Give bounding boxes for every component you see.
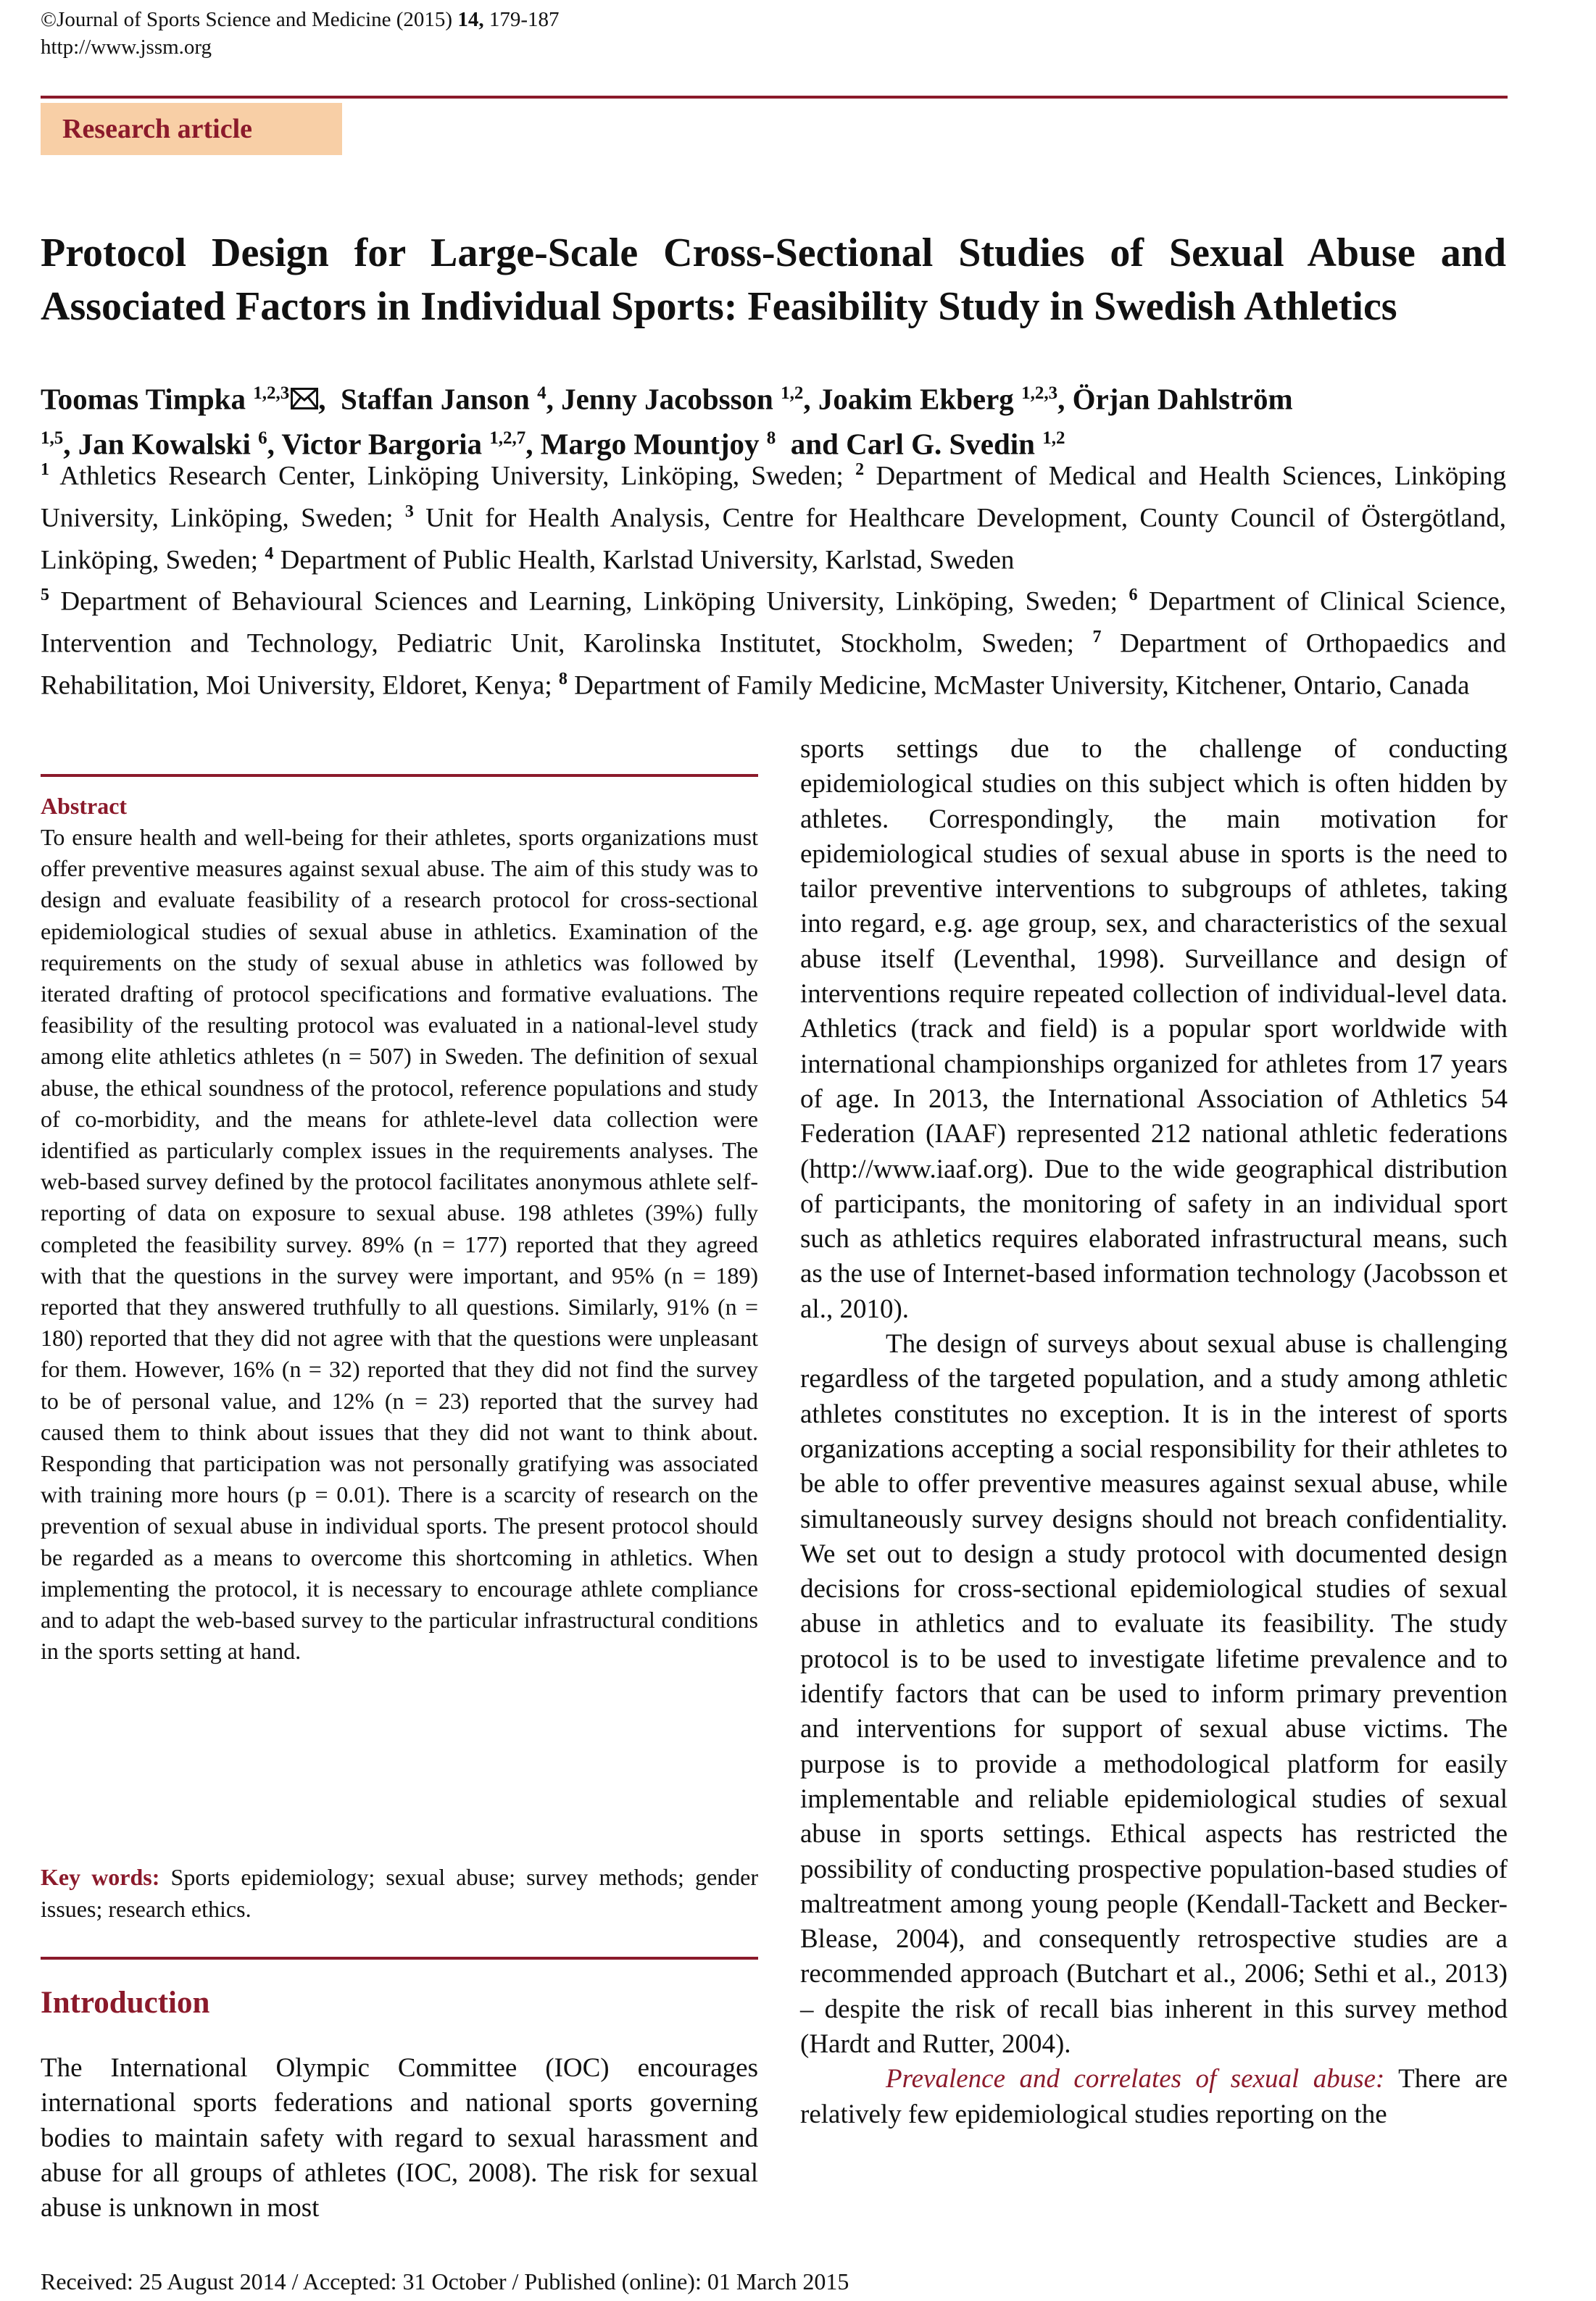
publication-dates: Received: 25 August 2014 / Accepted: 31 October / Published (online): 01 March 2015 <box>41 2268 849 2294</box>
abstract-text: To ensure health and well-being for their athletes, sports organizations must offer preventive measures against sexual abuse. The aim of this study was to design and evaluate feasibility of a research protocol for cross-sectional epidemiological studies of sexual abuse in athletics. Examination of the requirements on the study of sexual abuse in athletics was followed by iterated drafting of protocol specifications and formative evaluations. The feasibility of the resulting protocol was evaluated in a national-level study among elite athletics athletes (n = 507) in Sweden. The definition of sexual abuse, the ethical soundness of the protocol, reference populations and study of co-morbidity, and the means for athlete-level data collection were identified as particularly complex issues in the requirements analyses. The web-based survey defined by the protocol facilitates anonymous athlete self-reporting of data on exposure to sexual abuse. 198 athletes (39%) fully completed the feasibility survey. 89% (n = 177) reported that they agreed with that the questions in the survey were important, and 95% (n = 189) reported that they answered truthfully to all questions. Similarly, 91% (n = 180) reported that they did not agree with that the questions were unpleasant for them. However, 16% (n = 32) reported that they did not find the survey to be of personal value, and 12% (n = 23) reported that the survey had caused them to think about issues that they did not want to think about. Responding that participation was not personally gratifying was associated with training more hours (p = 0.01). There is a scarcity of research on the prevention of sexual abuse in individual sports. The present protocol should be regarded as a means to overcome this shortcoming in athletics. When implementing the protocol, it is necessary to encourage athlete compliance and to adapt the web-based survey to the particular infrastructural conditions in the sports setting at hand. <box>41 824 758 1665</box>
article-type-badge: Research article <box>41 103 342 155</box>
affiliation: Department of Medical and Health Sciences, Linköping University, Linköping, Sweden; <box>41 461 1507 533</box>
author-name: Jenny Jacobsson <box>561 382 773 416</box>
author-affil-sup: 4 <box>537 383 546 403</box>
author-affil-sup: 1,2 <box>781 383 804 403</box>
author-affil-sup: 1,2,3 <box>1021 383 1058 403</box>
author-affil-sup: 1,5 <box>41 428 64 448</box>
author-affil-sup: 1,2,7 <box>489 428 526 448</box>
affiliation: Department of Behavioural Sciences and Learning, Linköping University, Linköping, Sweden; <box>60 586 1118 617</box>
author-name: Toomas Timpka <box>41 382 246 416</box>
author-name: Örjan Dahlström <box>1072 382 1293 416</box>
author-name: Staffan Janson <box>340 382 530 416</box>
body-right-column <box>800 732 1508 2132</box>
introduction-text: The International Olympic Committee (IOC) encourages international sports federations and national sports governing bodies to maintain safety with regard to sexual harassment and abuse for all groups of athletes (IOC, 2008). The risk for sexual abuse is unknown in most <box>41 2053 758 2223</box>
keywords-label: Key words: <box>41 1864 160 1890</box>
keywords-text: Sports epidemiology; sexual abuse; survey methods; gender issues; research ethics. <box>41 1864 759 1922</box>
author-name: Victor Bargoria <box>281 427 483 461</box>
article-title: Protocol Design for Large-Scale Cross-Sectional Studies of Sexual Abuse and Associated Factors in Individual Sports: Feasibility Study in Swedish Athletics <box>41 230 1506 329</box>
body-paragraph: The design of surveys about sexual abuse is challenging regardless of the targeted population, and a study among athletic athletes constitutes no exception. It is in the interest of sports organizations accepting a social responsibility for their athletes to be able to offer preventive measures against sexual abuse, while simultaneously survey designs should not breach confidentiality. We set out to design a study protocol with documented design decisions for cross-sectional epidemiological studies of sexual abuse in athletics and to evaluate its feasibility. The study protocol is to be used to investigate lifetime prevalence and to identify factors that can be used to inform primary prevention and interventions for support of sexual abuse victims. The purpose is to provide a methodological platform for easily implementable and reliable epidemiological studies of sexual abuse in sports settings. Ethical aspects has restricted the possibility of conducting prospective population-based studies of maltreatment among young people (Kendall-Tackett and Becker-Blease, 2004), and consequently retrospective studies are a recommended approach (Butchart et al., 2006; Sethi et al., 2013) – despite the risk of recall bias inherent in this survey method (Hardt and Rutter, 2004). <box>800 1329 1508 2059</box>
journal-header <box>41 6 560 61</box>
author-name: Margo Mountjoy <box>540 427 760 461</box>
author-name: Joakim Ekberg <box>818 382 1014 416</box>
affiliation: Athletics Research Center, Linköping University, Linköping, Sweden; <box>59 461 844 491</box>
affiliation: Department of Public Health, Karlstad University, Karlstad, Sweden <box>280 544 1015 575</box>
keywords-bottom-rule <box>41 1957 758 1960</box>
header-rule <box>41 96 1508 99</box>
keywords <box>41 1861 758 1925</box>
abstract-heading: Abstract <box>41 793 128 819</box>
body-paragraph: Prevalence and correlates of sexual abuse: There are relatively few epidemiological studies reporting on the <box>800 2064 1508 2129</box>
introduction-heading: Introduction <box>41 1986 210 2020</box>
author-affil-sup: 8 <box>766 428 776 448</box>
author-affil-sup: 1,2,3 <box>253 383 290 403</box>
journal-citation: ©Journal of Sports Science and Medicine (2015) 14, 179-187 <box>41 8 560 31</box>
author-affil-sup: 6 <box>258 428 267 448</box>
affiliation: Department of Family Medicine, McMaster University, Kitchener, Ontario, Canada <box>574 670 1470 701</box>
subsection-heading: Prevalence and correlates of sexual abuse: <box>886 2064 1385 2094</box>
affiliation: Unit for Health Analysis, Centre for Healthcare Development, County Council of Östergötland, Linköping, Sweden; <box>41 503 1507 575</box>
affiliation: Department of Orthopaedics and Rehabilitation, Moi University, Eldoret, Kenya; <box>41 628 1507 701</box>
author-name: and Carl G. Svedin <box>790 427 1035 461</box>
journal-url[interactable]: http://www.jssm.org <box>41 36 212 59</box>
abstract-top-rule <box>41 774 758 777</box>
author-name: Jan Kowalski <box>78 427 251 461</box>
envelope-icon[interactable] <box>291 380 318 419</box>
body-paragraph: sports settings due to the challenge of conducting epidemiological studies on this subject which is often hidden by athletes. Correspondingly, the main motivation for epidemiological studies of sexual abuse in sports is the need to tailor preventive interventions to subgroups of athletes, taking into regard, e.g. age group, sex, and characteristics of the sexual abuse itself (Leventhal, 1998). Surveillance and design of interventions require repeated collection of individual-level data. Athletics (track and field) is a popular sport worldwide with international championships organized for athletes from 17 years of age. In 2013, the International Association of Athletics 54 Federation (IAAF) represented 212 national athletic federations (http://www.iaaf.org). Due to the wide geographical distribution of participants, the monitoring of safety in an individual sport such as athletics requires elaborated infrastructural means, such as the use of Internet-based information technology (Jacobsson et al., 2010). <box>800 734 1508 1324</box>
affiliation: Department of Clinical Science, Intervention and Technology, Pediatric Unit, Karolinska Institutet, Stockholm, Sweden; <box>41 586 1506 659</box>
author-list: Toomas Timpka $^{1,2,3}$ , Staffan Janson $^4$, Jenny Jacobsson $^{1,2}$, Joakim Ekberg $^{1,2,3}$, Örjan Dahlström $^{1,5}$, Jan Kowalski $^6$, Victor Bargoria $^{1,2,7}$, Margo Mountjoy $^8$ and Carl G. Svedin $^{1,2}$ <box>41 374 1506 463</box>
affiliations: $^1$ Athletics Research Center, Linköping University, Linköping, Sweden; $^2$ Department of Medical and Health Sciences, Linköping University, Linköping, Sweden; $^3$ Unit for Health Analysis, Centre for Healthcare Development, County Council of Östergötland, Linköping, Sweden; $^4$ Department of Public Health, Karlstad University, Karlstad, Sweden $^5$ Department of Behavioural Sciences and Learning, Linköping University, Linköping, Sweden; $^6$ Department of Clinical Science, Intervention and Technology, Pediatric Unit, Karolinska Institutet, Stockholm, Sweden; $^7$ Department of Orthopaedics and Rehabilitation, Moi University, Eldoret, Kenya; $^8$ Department of Family Medicine, McMaster University, Kitchener, Ontario, Canada <box>41 460 1507 701</box>
author-affil-sup: 1,2 <box>1042 428 1065 448</box>
